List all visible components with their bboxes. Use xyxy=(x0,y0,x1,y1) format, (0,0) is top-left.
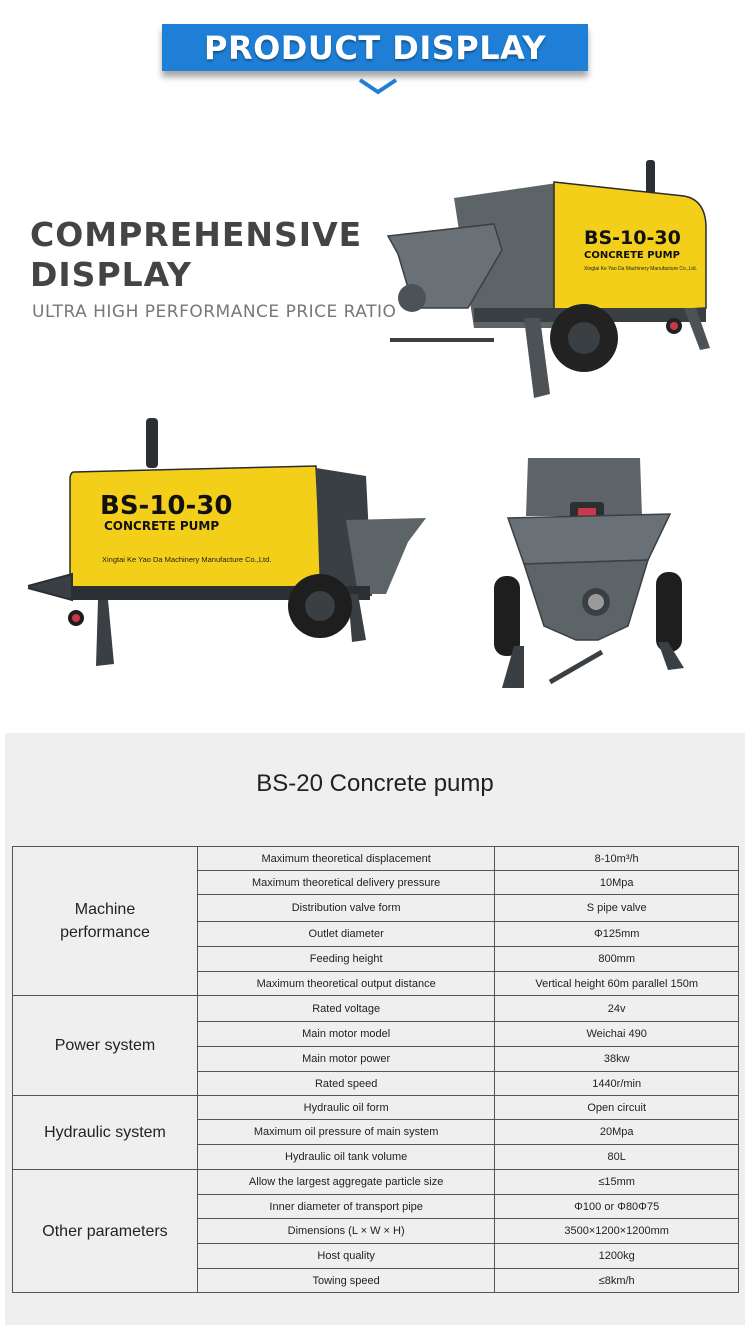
spec-value: 20Mpa xyxy=(495,1120,739,1145)
spec-param: Allow the largest aggregate particle size xyxy=(197,1170,494,1195)
spec-value: 38kw xyxy=(495,1047,739,1072)
spec-param: Feeding height xyxy=(197,947,494,972)
spec-param: Main motor model xyxy=(197,1022,494,1047)
spec-param: Hydraulic oil tank volume xyxy=(197,1145,494,1170)
machine-maker-label-2: Xingtai Ke Yao Da Machinery Manufacture Co.,Ltd. xyxy=(102,555,272,564)
spec-value: Weichai 490 xyxy=(495,1022,739,1047)
spec-value: Open circuit xyxy=(495,1096,739,1120)
spec-group-label: Machine performance xyxy=(13,847,198,996)
spec-value: S pipe valve xyxy=(495,895,739,922)
spec-value: ≤15mm xyxy=(495,1170,739,1195)
machine-maker-label: Xingtai Ke Yao Da Machinery Manufacture Co.,Ltd. xyxy=(584,266,697,272)
spec-param: Dimensions (L × W × H) xyxy=(197,1219,494,1244)
hero-title xyxy=(30,215,362,295)
spec-group-label: Other parameters xyxy=(13,1170,198,1293)
machine-model-label-2: BS-10-30 xyxy=(100,491,233,521)
spec-group-label: Hydraulic system xyxy=(13,1096,198,1170)
pump-photo-front-quarter xyxy=(384,158,716,402)
product-display-banner xyxy=(162,24,588,100)
table-row xyxy=(13,1096,739,1120)
table-row xyxy=(13,1170,739,1195)
spec-value: 1200kg xyxy=(495,1244,739,1269)
banner-title: PRODUCT DISPLAY xyxy=(203,28,547,67)
banner-bar xyxy=(162,24,588,71)
spec-value: 80L xyxy=(495,1145,739,1170)
spec-param: Distribution valve form xyxy=(197,895,494,922)
machine-model-label: BS-10-30 xyxy=(584,227,681,249)
machine-type-label: CONCRETE PUMP xyxy=(584,250,680,261)
hero-title-line2: DISPLAY xyxy=(30,255,192,294)
hero-title-line1: COMPREHENSIVE xyxy=(30,215,363,254)
spec-param: Maximum oil pressure of main system xyxy=(197,1120,494,1145)
spec-value: 1440r/min xyxy=(495,1072,739,1096)
hero-subtitle: ULTRA HIGH PERFORMANCE PRICE RATIO xyxy=(32,302,397,322)
spec-value: 800mm xyxy=(495,947,739,972)
machine-type-label-2: CONCRETE PUMP xyxy=(104,519,220,533)
spec-value: 24v xyxy=(495,996,739,1022)
spec-value: Vertical height 60m parallel 150m xyxy=(495,972,739,996)
spec-param: Towing speed xyxy=(197,1269,494,1293)
spec-param: Maximum theoretical output distance xyxy=(197,972,494,996)
table-row xyxy=(13,996,739,1022)
pump-photo-side xyxy=(26,416,426,668)
spec-table xyxy=(12,846,739,1293)
spec-value: Φ100 or Φ80Φ75 xyxy=(495,1195,739,1219)
spec-heading: BS-20 Concrete pump xyxy=(256,770,494,797)
spec-param: Rated voltage xyxy=(197,996,494,1022)
spec-param: Hydraulic oil form xyxy=(197,1096,494,1120)
spec-value: ≤8km/h xyxy=(495,1269,739,1293)
spec-param: Host quality xyxy=(197,1244,494,1269)
spec-value: 10Mpa xyxy=(495,871,739,895)
table-row xyxy=(13,847,739,871)
spec-param: Maximum theoretical displacement xyxy=(197,847,494,871)
chevron-down-icon xyxy=(358,76,398,96)
spec-param: Main motor power xyxy=(197,1047,494,1072)
spec-param: Maximum theoretical delivery pressure xyxy=(197,871,494,895)
pump-photo-hopper-front xyxy=(492,456,684,692)
spec-param: Inner diameter of transport pipe xyxy=(197,1195,494,1219)
spec-param: Rated speed xyxy=(197,1072,494,1096)
spec-value: Φ125mm xyxy=(495,922,739,947)
spec-param: Outlet diameter xyxy=(197,922,494,947)
spec-group-label: Power system xyxy=(13,996,198,1096)
spec-value: 8-10m³/h xyxy=(495,847,739,871)
spec-value: 3500×1200×1200mm xyxy=(495,1219,739,1244)
